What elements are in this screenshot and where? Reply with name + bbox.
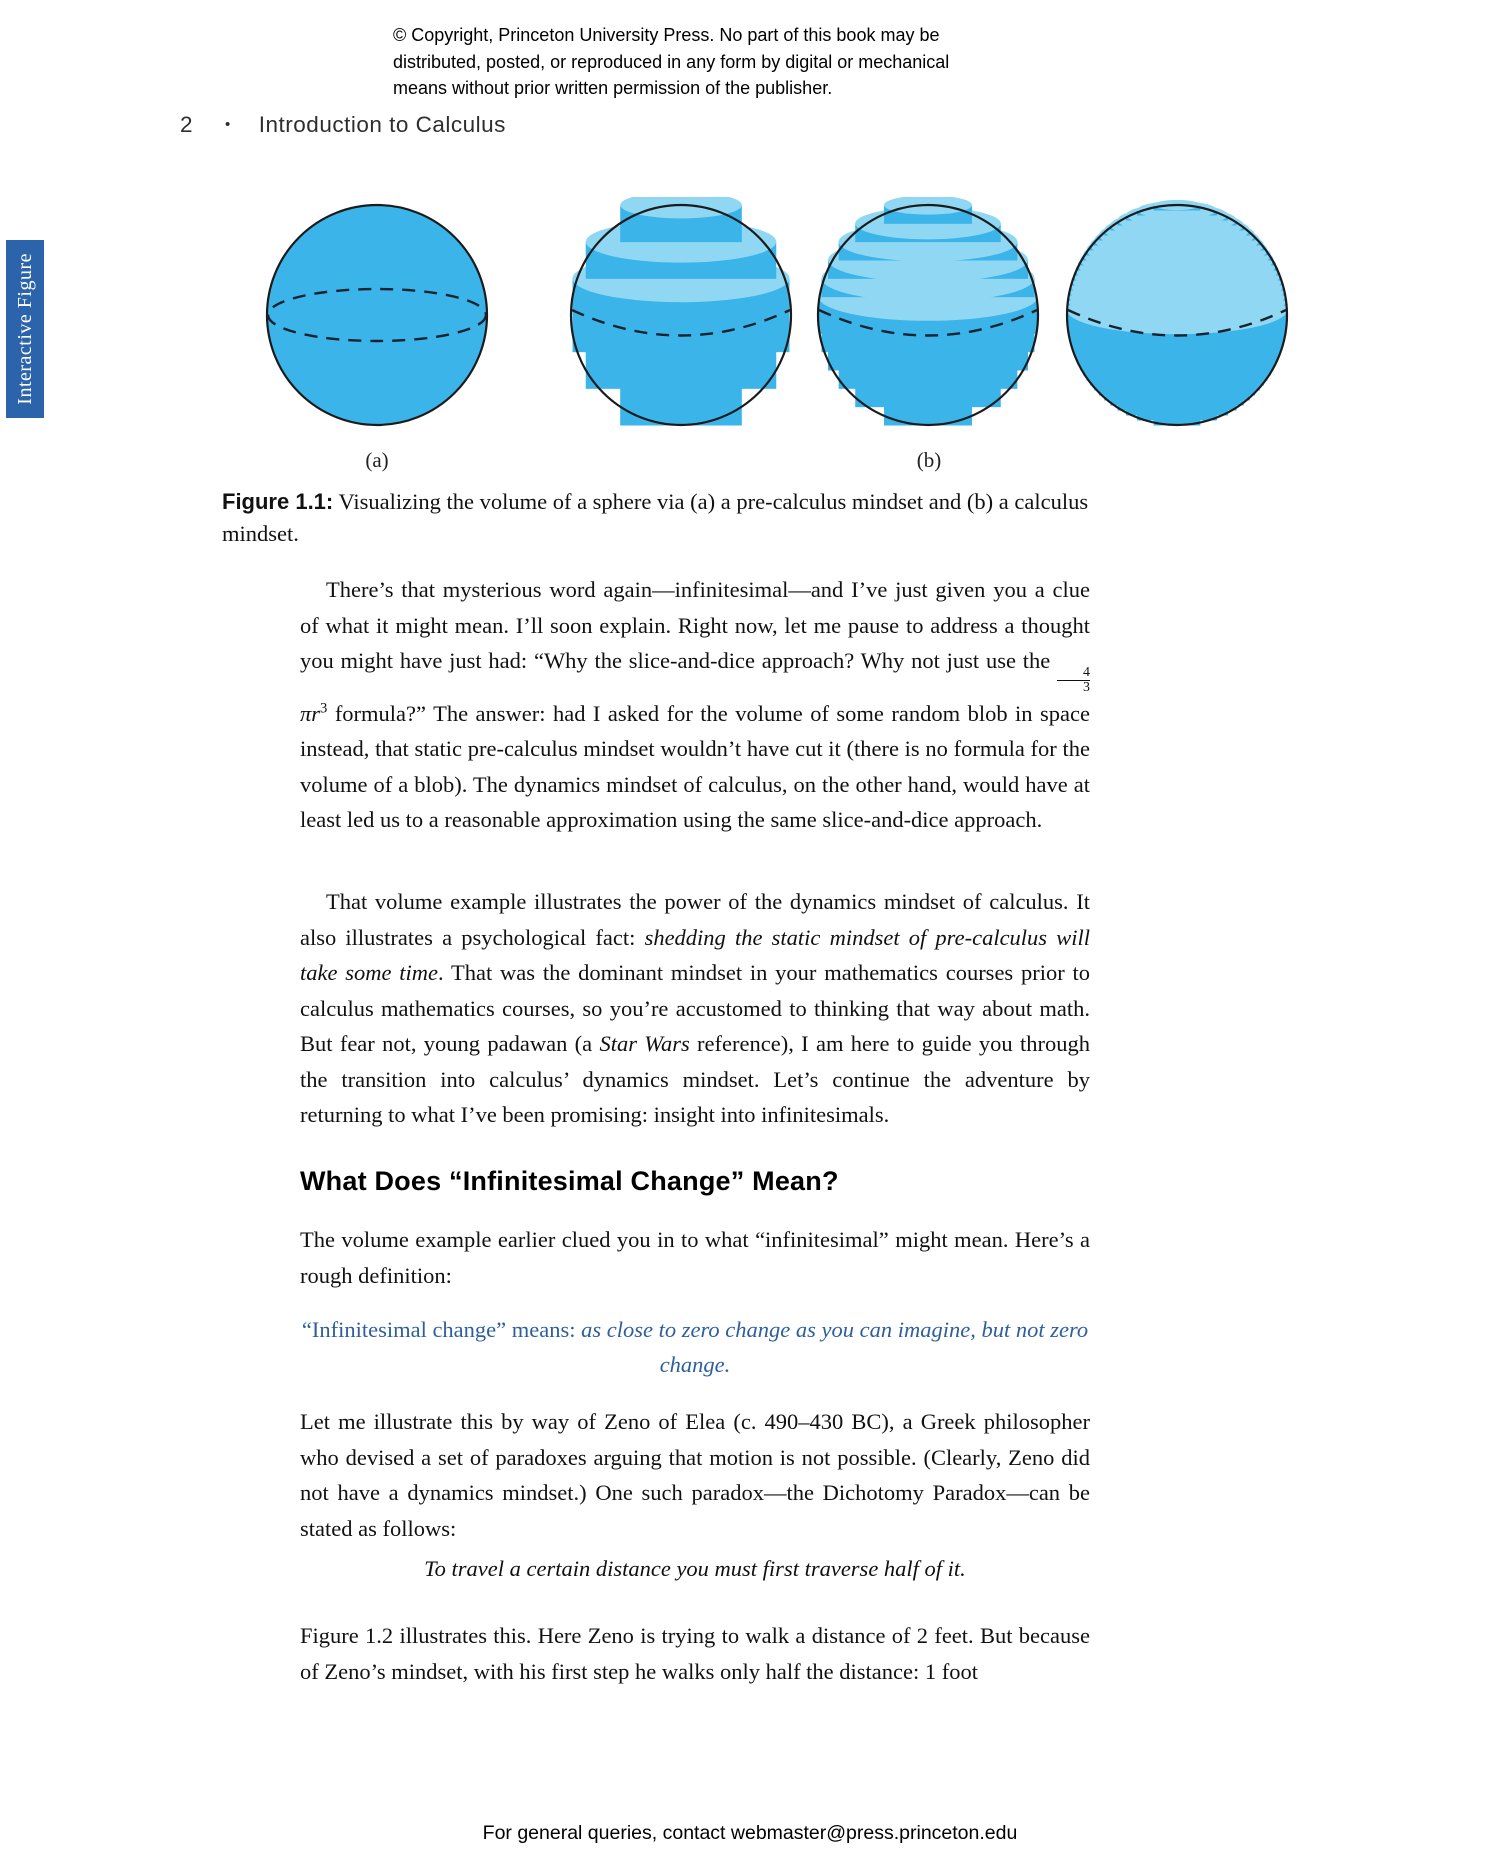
figure-label-b: (b)	[916, 448, 942, 472]
figure-caption-label: Figure 1.1:	[222, 489, 334, 514]
section-heading: What Does “Infinitesimal Change” Mean?	[300, 1166, 839, 1196]
page-number: 2	[180, 112, 194, 137]
figure-caption-text: Visualizing the volume of a sphere via (a) a pre-calculus mindset and (b) a calculus mindset.	[222, 489, 1089, 546]
copyright-line: means without prior written permission of the publisher.	[393, 78, 833, 98]
figure-caption	[222, 486, 1094, 549]
paragraph-rough-definition: The volume example earlier clued you in to what “infinitesimal” might mean. Here’s a rough definition:	[300, 1227, 1090, 1288]
sphere-coarse-slices-figure	[563, 197, 799, 433]
bullet-separator: •	[225, 115, 231, 133]
footer-queries: For general queries, contact webmaster@press.princeton.edu	[482, 1822, 1018, 1844]
dichotomy-paradox-quote: To travel a certain distance you must first traverse half of it.	[424, 1556, 966, 1581]
paragraph-volume-example: That volume example illustrates the power of the dynamics mindset of calculus. It also illustrates a psychological fact: shedding the static mindset of pre-calculus will take some time. That was the dominant mindset in your mathematics courses prior to calculus mathematics courses, so you’re accustomed to thinking that way about math. But fear not, young padawan (a Star Wars reference), I am here to guide you through the transition into calculus’ dynamics mindset. Let’s continue the adventure by returning to what I’ve been promising: insight into infinitesimals.	[300, 889, 1091, 1127]
sphere-fine-slices-figure	[1059, 197, 1295, 433]
figure-label-a: (a)	[365, 448, 389, 472]
paragraph-infinitesimal-clue: There’s that mysterious word again—infinitesimal—and I’ve just given you a clue of what it might mean. I’ll soon explain. Right now, let me pause to address a thought you might have just had: “Why the slice-and-dice approach? Why not just use the $\frac{4}{3}$ $\pi r^3$ formula?” The answer: had I asked for the volume of some random blob in space instead, that static pre-calculus mindset wouldn’t have cut it (there is no formula for the volume of a blob). The dynamics mindset of calculus, on the other hand, would have at least led us to a reasonable approximation using the same slice-and-dice approach.	[300, 577, 1090, 833]
paragraph-zeno: Let me illustrate this by way of Zeno of Elea (c. 490–430 BC), a Greek philosopher who devised a set of paradoxes arguing that motion is not possible. (Clearly, Zeno did not have a dynamics mindset.) One such paradox—the Dichotomy Paradox—can be stated as follows:	[300, 1409, 1090, 1541]
paragraph-figure-1-2: Figure 1.2 illustrates this. Here Zeno is trying to walk a distance of 2 feet. But because of Zeno’s mindset, with his first step he walks only half the distance: 1 foot	[300, 1623, 1090, 1684]
copyright-notice	[393, 22, 949, 102]
copyright-line: distributed, posted, or reproduced in any form by digital or mechanical	[393, 51, 950, 72]
running-head	[180, 112, 506, 138]
sphere-medium-slices-figure	[810, 197, 1046, 433]
interactive-figure-tab-label: Interactive Figure	[13, 253, 36, 405]
copyright-line: © Copyright, Princeton University Press. No part of this book may be	[393, 25, 940, 45]
chapter-title: Introduction to Calculus	[258, 112, 506, 137]
infinitesimal-definition-quote: “Infinitesimal change” means: as close to zero change as you can imagine, but not zero change.	[301, 1317, 1089, 1377]
interactive-figure-tab[interactable]	[6, 240, 44, 418]
sphere-precalculus-figure	[259, 197, 495, 433]
